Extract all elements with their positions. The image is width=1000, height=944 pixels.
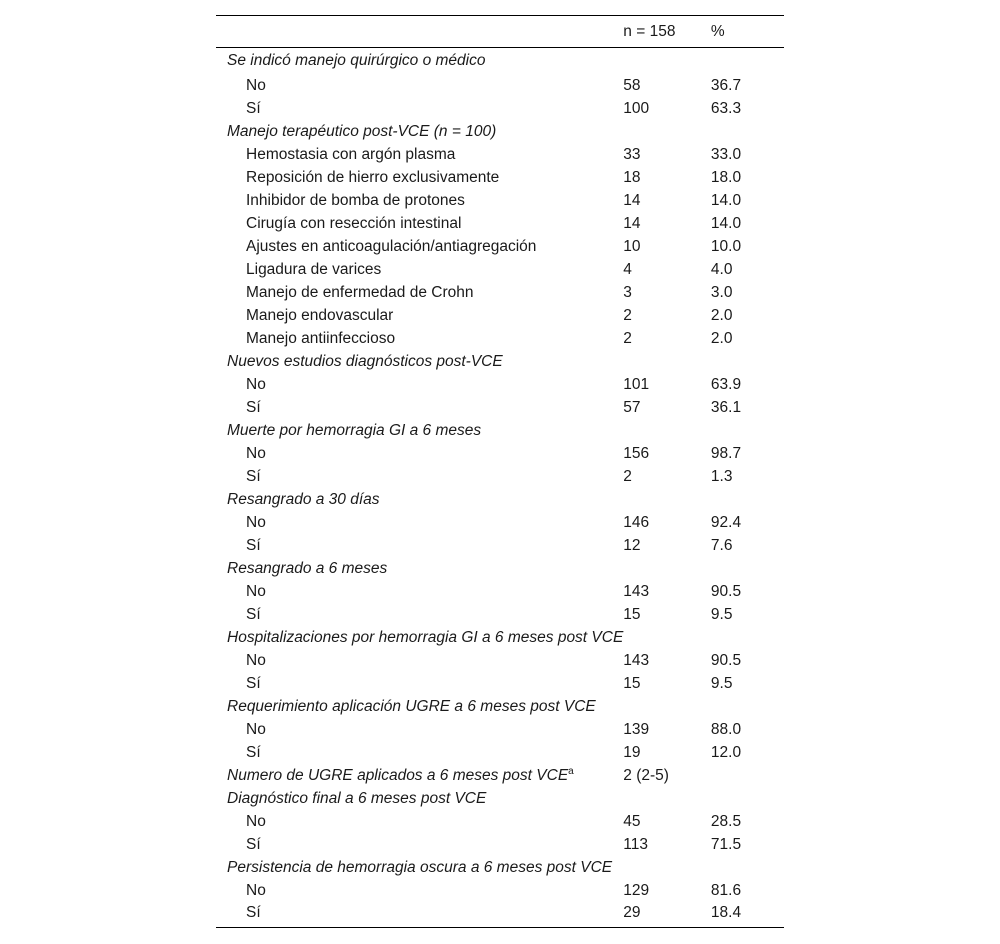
row-label: Diagnóstico final a 6 meses post VCE <box>227 790 487 807</box>
pct-cell: 14.0 <box>710 192 742 209</box>
pct-cell: 7.6 <box>710 537 733 554</box>
row-label: Muerte por hemorragia GI a 6 meses <box>227 422 482 439</box>
row-label-cell <box>216 902 623 928</box>
header-n: n = 158 <box>623 23 676 40</box>
row-label: No <box>246 813 266 830</box>
n-cell: 2 <box>623 468 632 485</box>
row-label: Sí <box>246 100 261 117</box>
table-row <box>216 672 784 695</box>
row-label-cell <box>216 879 623 902</box>
table-group-row <box>216 488 784 511</box>
pct-cell: 14.0 <box>710 215 742 232</box>
n-cell: 14 <box>623 192 641 209</box>
pct-cell: 9.5 <box>710 675 733 692</box>
row-label-cell <box>216 74 623 97</box>
pct-cell <box>711 488 784 511</box>
pct-cell <box>711 350 784 373</box>
n-cell <box>623 350 711 373</box>
group-label-cell <box>216 419 623 442</box>
table-row <box>216 649 784 672</box>
n-cell: 146 <box>623 514 650 531</box>
n-cell: 129 <box>623 882 650 899</box>
table-row <box>216 327 784 350</box>
row-label: Ligadura de varices <box>246 261 382 278</box>
pct-cell <box>711 787 784 810</box>
n-cell: 2 (2-5) <box>623 767 669 784</box>
row-label: Sí <box>246 537 261 554</box>
group-label-cell <box>216 787 623 810</box>
table-body <box>216 48 784 928</box>
table-row <box>216 465 784 488</box>
row-label: Hospitalizaciones por hemorragia GI a 6 meses post VCE <box>227 629 624 646</box>
n-cell: 18 <box>623 169 641 186</box>
row-label-cell <box>216 258 623 281</box>
n-cell <box>623 48 711 75</box>
row-label-cell <box>216 741 623 764</box>
n-cell <box>623 419 711 442</box>
row-label-cell <box>216 304 623 327</box>
row-label-cell <box>216 189 623 212</box>
pct-cell: 28.5 <box>710 813 742 830</box>
row-label-cell <box>216 672 623 695</box>
table-row <box>216 580 784 603</box>
group-label-cell <box>216 764 623 787</box>
row-label-cell <box>216 281 623 304</box>
row-label: Resangrado a 6 meses <box>227 560 388 577</box>
n-cell: 3 <box>623 284 632 301</box>
row-label: Sí <box>246 836 261 853</box>
pct-cell: 71.5 <box>710 836 742 853</box>
row-label: Resangrado a 30 días <box>227 491 380 508</box>
row-label-cell <box>216 166 623 189</box>
table-group-row <box>216 350 784 373</box>
table-row <box>216 166 784 189</box>
n-cell: 100 <box>623 100 650 117</box>
row-label: No <box>246 445 266 462</box>
table-row <box>216 143 784 166</box>
row-label: Cirugía con resección intestinal <box>246 215 462 232</box>
n-cell: 15 <box>623 675 641 692</box>
n-cell: 101 <box>623 376 650 393</box>
header-label <box>216 16 623 48</box>
table-group-row <box>216 419 784 442</box>
pct-cell: 10.0 <box>710 238 742 255</box>
row-label: Reposición de hierro exclusivamente <box>246 169 500 186</box>
table-group-row <box>216 764 784 787</box>
row-label: Requerimiento aplicación UGRE a 6 meses post VCE <box>227 698 596 715</box>
pct-cell: 12.0 <box>710 744 742 761</box>
row-label-cell <box>216 718 623 741</box>
table-row <box>216 718 784 741</box>
table-row <box>216 281 784 304</box>
n-cell: 57 <box>623 399 641 416</box>
table-group-row <box>216 120 784 143</box>
table-row <box>216 74 784 97</box>
n-cell: 4 <box>623 261 632 278</box>
pct-cell: 9.5 <box>710 606 733 623</box>
row-label: Inhibidor de bomba de protones <box>246 192 465 209</box>
row-label: Manejo endovascular <box>246 307 394 324</box>
table-row <box>216 373 784 396</box>
pct-cell: 90.5 <box>710 583 742 600</box>
pct-cell <box>711 764 784 787</box>
row-label: No <box>246 652 266 669</box>
table-group-row <box>216 856 784 879</box>
row-label: Nuevos estudios diagnósticos post-VCE <box>227 353 503 370</box>
table-row <box>216 833 784 856</box>
pct-cell: 2.0 <box>710 307 733 324</box>
row-label-cell <box>216 810 623 833</box>
pct-cell <box>711 626 784 649</box>
row-label-cell <box>216 396 623 419</box>
table-group-row <box>216 48 784 75</box>
pct-cell: 1.3 <box>710 468 733 485</box>
row-label: No <box>246 514 266 531</box>
row-label-cell <box>216 143 623 166</box>
row-label: Sí <box>246 606 261 623</box>
group-label-cell <box>216 488 623 511</box>
group-label-cell <box>216 695 623 718</box>
pct-cell: 92.4 <box>710 514 742 531</box>
table-row <box>216 97 784 120</box>
group-label-cell <box>216 48 623 75</box>
pct-cell: 4.0 <box>710 261 733 278</box>
row-label: Numero de UGRE aplicados a 6 meses post VCE <box>227 767 569 784</box>
pct-cell: 98.7 <box>710 445 742 462</box>
pct-cell: 63.9 <box>710 376 742 393</box>
n-cell: 10 <box>623 238 641 255</box>
row-label-cell <box>216 97 623 120</box>
pct-cell <box>711 419 784 442</box>
table-group-row <box>216 695 784 718</box>
row-label-cell <box>216 235 623 258</box>
table-row <box>216 879 784 902</box>
pct-cell <box>711 120 784 143</box>
outcomes-table <box>216 15 784 928</box>
n-cell: 113 <box>623 836 649 853</box>
row-label: No <box>246 376 266 393</box>
row-label: Se indicó manejo quirúrgico o médico <box>227 52 486 69</box>
pct-cell: 90.5 <box>710 652 742 669</box>
n-cell: 19 <box>623 744 641 761</box>
n-cell <box>623 695 711 718</box>
row-label: Sí <box>246 675 261 692</box>
n-cell: 2 <box>623 307 632 324</box>
n-cell: 29 <box>623 904 641 921</box>
pct-cell: 2.0 <box>710 330 733 347</box>
table-row <box>216 902 784 928</box>
table-row <box>216 511 784 534</box>
row-label-cell <box>216 649 623 672</box>
table-row <box>216 396 784 419</box>
pct-cell <box>711 856 784 879</box>
table-row <box>216 810 784 833</box>
row-label-cell <box>216 212 623 235</box>
n-cell: 58 <box>623 77 641 94</box>
row-label: Ajustes en anticoagulación/antiagregación <box>246 238 537 255</box>
row-label: Manejo antiinfeccioso <box>246 330 396 347</box>
table-row <box>216 189 784 212</box>
n-cell: 2 <box>623 330 632 347</box>
footnote-marker: a <box>568 766 574 777</box>
row-label-cell <box>216 442 623 465</box>
pct-cell: 33.0 <box>710 146 742 163</box>
pct-cell <box>711 695 784 718</box>
pct-cell: 81.6 <box>710 882 742 899</box>
table-row <box>216 304 784 327</box>
n-cell <box>623 856 711 879</box>
n-cell <box>623 557 711 580</box>
n-cell <box>623 488 711 511</box>
table-group-row <box>216 626 784 649</box>
table-row <box>216 442 784 465</box>
group-label-cell <box>216 120 623 143</box>
pct-cell: 63.3 <box>710 100 742 117</box>
n-cell: 14 <box>623 215 641 232</box>
row-label-cell <box>216 833 623 856</box>
row-label-cell <box>216 511 623 534</box>
pct-cell: 88.0 <box>710 721 742 738</box>
table-row <box>216 741 784 764</box>
group-label-cell <box>216 856 623 879</box>
table-row <box>216 212 784 235</box>
table-row <box>216 603 784 626</box>
pct-cell: 36.7 <box>710 77 742 94</box>
n-cell: 15 <box>623 606 641 623</box>
row-label: No <box>246 77 266 94</box>
n-cell: 143 <box>623 652 650 669</box>
n-cell <box>623 626 711 649</box>
row-label: Hemostasia con argón plasma <box>246 146 456 163</box>
pct-cell <box>711 48 784 75</box>
pct-cell: 18.4 <box>710 904 742 921</box>
table-group-row <box>216 557 784 580</box>
row-label: No <box>246 882 266 899</box>
n-cell: 143 <box>623 583 650 600</box>
table-row <box>216 258 784 281</box>
row-label: Manejo terapéutico post-VCE (n = 100) <box>227 123 497 140</box>
row-label-cell <box>216 534 623 557</box>
n-cell <box>623 120 711 143</box>
pct-cell <box>711 557 784 580</box>
row-label: Sí <box>246 904 261 921</box>
group-label-cell <box>216 350 623 373</box>
n-cell <box>623 787 711 810</box>
row-label: Manejo de enfermedad de Crohn <box>246 284 474 301</box>
n-cell: 156 <box>623 445 650 462</box>
table-group-row <box>216 787 784 810</box>
header-pct: % <box>710 23 725 40</box>
n-cell: 33 <box>623 146 641 163</box>
row-label-cell <box>216 603 623 626</box>
row-label: Sí <box>246 399 261 416</box>
row-label-cell <box>216 465 623 488</box>
row-label-cell <box>216 373 623 396</box>
row-label-cell <box>216 327 623 350</box>
n-cell: 12 <box>623 537 641 554</box>
row-label: Sí <box>246 744 261 761</box>
pct-cell: 36.1 <box>710 399 742 416</box>
row-label: No <box>246 583 266 600</box>
table-row <box>216 235 784 258</box>
n-cell: 45 <box>623 813 641 830</box>
group-label-cell <box>216 557 623 580</box>
n-cell: 139 <box>623 721 650 738</box>
row-label: No <box>246 721 266 738</box>
pct-cell: 3.0 <box>710 284 733 301</box>
row-label: Sí <box>246 468 261 485</box>
group-label-cell <box>216 626 623 649</box>
table-header-row <box>216 16 784 48</box>
row-label: Persistencia de hemorragia oscura a 6 meses post VCE <box>227 859 613 876</box>
table-row <box>216 534 784 557</box>
pct-cell: 18.0 <box>710 169 742 186</box>
row-label-cell <box>216 580 623 603</box>
